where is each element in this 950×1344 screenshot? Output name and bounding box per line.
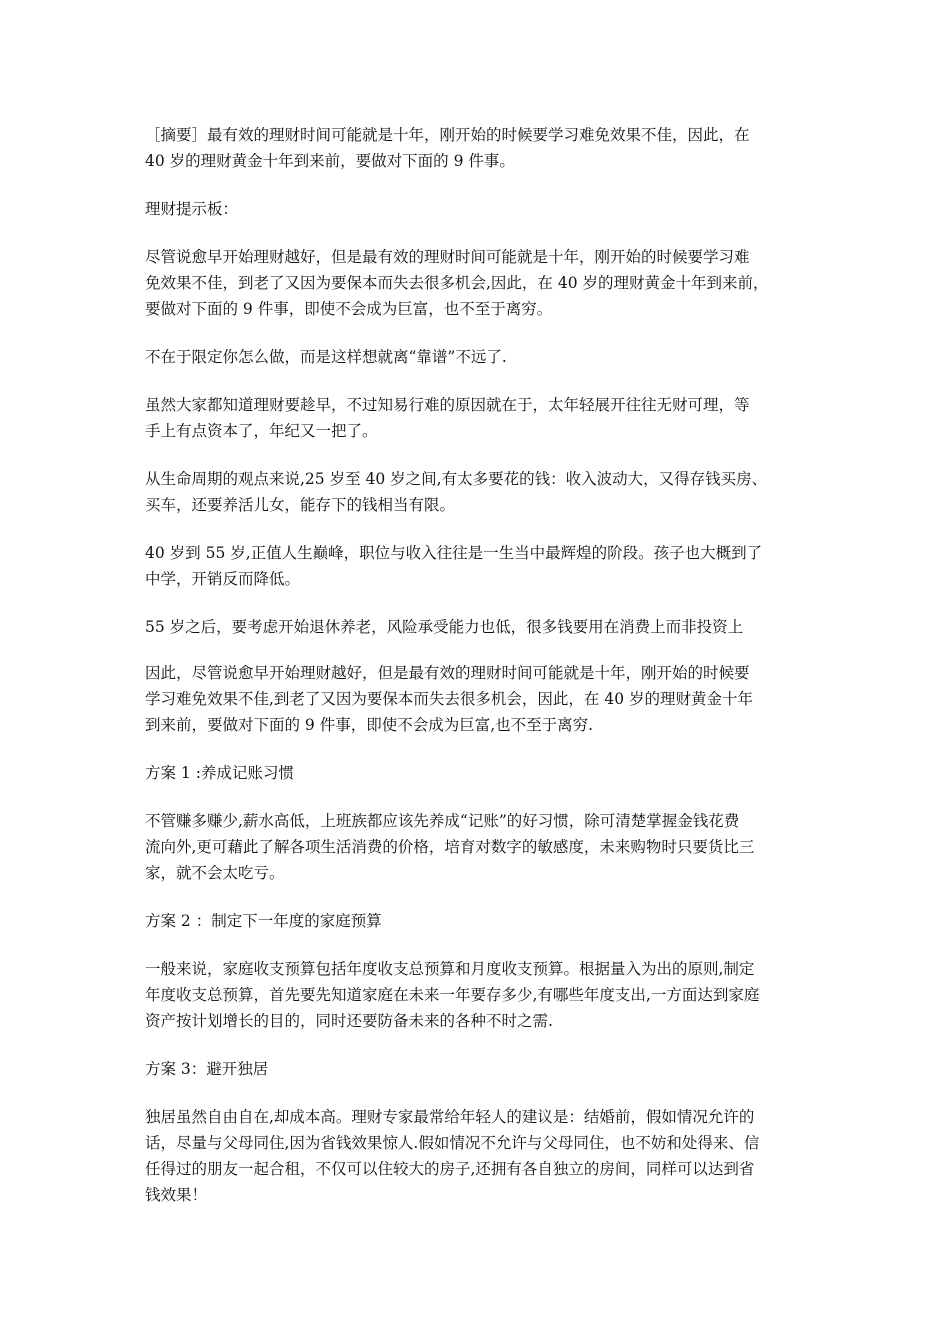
plan-heading xyxy=(145,908,810,934)
body-paragraph xyxy=(145,540,810,592)
text-line: 虽然大家都知道理财要趁早，不过知易行难的原因就在于，太年轻展开往往无财可理，等 xyxy=(145,396,750,414)
text-line: ［摘要］最有效的理财时间可能就是十年，刚开始的时候要学习难免效果不佳，因此，在 xyxy=(145,126,750,144)
text-line: 方案 2 ：制定下一年度的家庭预算 xyxy=(145,912,382,930)
text-line: 年度收支总预算，首先要先知道家庭在未来一年要存多少,有哪些年度支出,一方面达到家庭 xyxy=(145,986,760,1004)
text-line: 家，就不会太吃亏。 xyxy=(145,864,285,882)
body-paragraph xyxy=(145,344,810,370)
text-line: 从生命周期的观点来说,25 岁至 40 岁之间,有太多要花的钱：收入波动大，又得存钱买房、 xyxy=(145,470,768,488)
text-line: 到来前，要做对下面的 9 件事，即使不会成为巨富,也不至于离穷. xyxy=(145,716,594,734)
text-line: 一般来说，家庭收支预算包括年度收支总预算和月度收支预算。根据量入为出的原则,制定 xyxy=(145,960,755,978)
text-line: 免效果不佳，到老了又因为要保本而失去很多机会,因此，在 40 岁的理财黄金十年到来前， xyxy=(145,274,769,292)
text-line: 尽管说愈早开始理财越好，但是最有效的理财时间可能就是十年，刚开始的时候要学习难 xyxy=(145,248,750,266)
text-line: 学习难免效果不佳,到老了又因为要保本而失去很多机会，因此，在 40 岁的理财黄金十年 xyxy=(145,690,754,708)
body-paragraph xyxy=(145,244,810,322)
text-line: 理财提示板： xyxy=(145,200,239,218)
body-paragraph xyxy=(145,392,810,444)
text-line: 40 岁到 55 岁,正值人生巅峰，职位与收入往往是一生当中最辉煌的阶段。孩子也大概到了 xyxy=(145,544,763,562)
plan-heading xyxy=(145,760,810,786)
text-line: 40 岁的理财黄金十年到来前，要做对下面的 9 件事。 xyxy=(145,152,515,170)
text-line: 买车，还要养活儿女，能存下的钱相当有限。 xyxy=(145,496,456,514)
text-line: 钱效果！ xyxy=(145,1186,208,1204)
body-paragraph xyxy=(145,808,810,886)
text-line: 不在于限定你怎么做，而是这样想就离“靠谱”不远了. xyxy=(145,348,507,366)
text-line: 不管赚多赚少,薪水高低，上班族都应该先养成“记账”的好习惯，除可清楚掌握金钱花费 xyxy=(145,812,740,830)
body-paragraph xyxy=(145,614,810,640)
text-line: 中学，开销反而降低。 xyxy=(145,570,301,588)
body-paragraph xyxy=(145,956,810,1034)
text-line: 流向外,更可藉此了解各项生活消费的价格，培育对数字的敏感度，未来购物时只要货比三 xyxy=(145,838,755,856)
text-line: 任得过的朋友一起合租，不仅可以住较大的房子,还拥有各自独立的房间，同样可以达到省 xyxy=(145,1160,755,1178)
abstract-paragraph xyxy=(145,122,810,174)
text-line: 资产按计划增长的目的，同时还要防备未来的各种不时之需. xyxy=(145,1012,553,1030)
body-paragraph xyxy=(145,660,810,738)
text-line: 话，尽量与父母同住,因为省钱效果惊人.假如情况不允许与父母同住，也不妨和处得来、信 xyxy=(145,1134,760,1152)
plan-heading xyxy=(145,1056,810,1082)
text-line: 要做对下面的 9 件事，即使不会成为巨富，也不至于离穷。 xyxy=(145,300,553,318)
text-line: 因此，尽管说愈早开始理财越好，但是最有效的理财时间可能就是十年，刚开始的时候要 xyxy=(145,664,750,682)
text-line: 方案 1 :养成记账习惯 xyxy=(145,764,294,782)
section-heading xyxy=(145,196,810,222)
text-line: 方案 3：避开独居 xyxy=(145,1060,269,1078)
document-page xyxy=(145,122,810,1230)
body-paragraph xyxy=(145,1104,810,1208)
text-line: 55 岁之后，要考虑开始退休养老，风险承受能力也低，很多钱要用在消费上而非投资上 xyxy=(145,618,744,636)
body-paragraph xyxy=(145,466,810,518)
text-line: 独居虽然自由自在,却成本高。理财专家最常给年轻人的建议是：结婚前，假如情况允许的 xyxy=(145,1108,755,1126)
text-line: 手上有点资本了，年纪又一把了。 xyxy=(145,422,378,440)
